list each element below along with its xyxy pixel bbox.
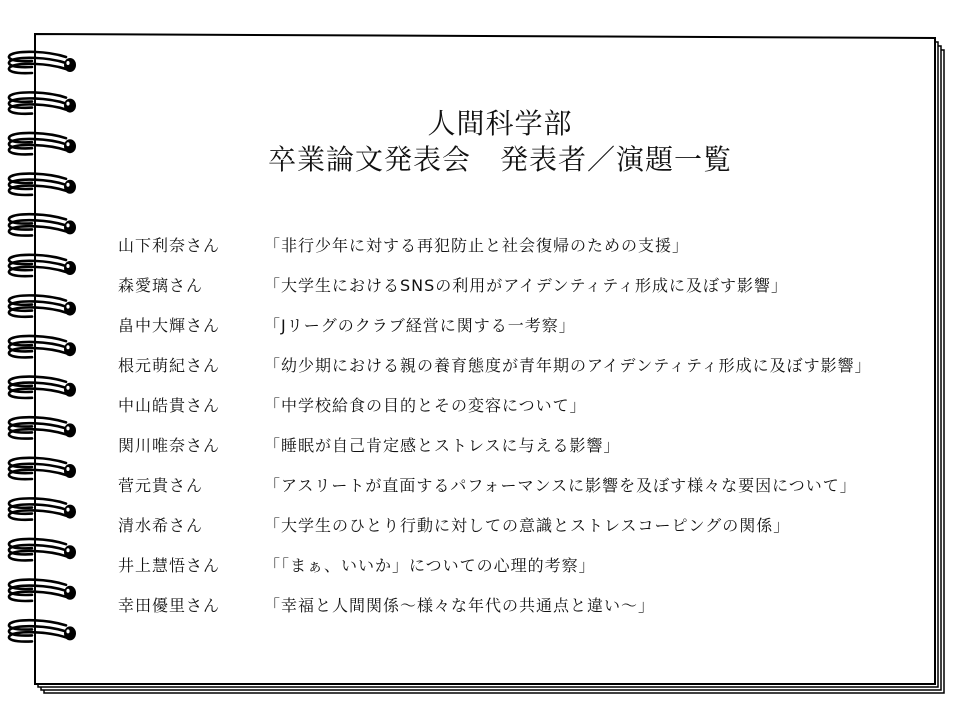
presenter-name: 畠中大輝さん xyxy=(118,315,221,335)
presenter-name: 幸田優里さん xyxy=(118,596,221,616)
title-event: 卒業論文発表会 発表者／演題一覧 xyxy=(267,143,732,176)
presenter-row xyxy=(118,264,908,304)
presenter-name: 清水希さん xyxy=(118,516,204,536)
presenter-row xyxy=(118,344,908,384)
presenter-list xyxy=(118,224,908,625)
presenter-name: 井上慧悟さん xyxy=(118,556,221,576)
title-faculty: 人間科学部 xyxy=(427,107,573,140)
presenter-row xyxy=(118,224,908,264)
presentation-title: 「「まぁ、いいか」についての心理的考察」 xyxy=(264,556,596,576)
presenter-name: 森愛璃さん xyxy=(118,275,204,295)
presentation-title: 「非行少年に対する再犯防止と社会復帰のための支援」 xyxy=(264,235,690,255)
presenter-row xyxy=(118,424,908,464)
presentation-title: 「睡眠が自己肯定感とストレスに与える影響」 xyxy=(264,436,621,456)
presentation-title: 「アスリートが直面するパフォーマンスに影響を及ぼす様々な要因について」 xyxy=(264,476,857,496)
presenter-name: 関川唯奈さん xyxy=(118,436,221,456)
presentation-title: 「大学生のひとり行動に対しての意識とストレスコーピングの関係」 xyxy=(264,516,791,536)
presenter-name: 根元萌紀さん xyxy=(118,355,221,375)
presenter-row xyxy=(118,304,908,344)
presentation-title: 「大学生におけるSNSの利用がアイデンティティ形成に及ぼす影響」 xyxy=(264,275,788,295)
presentation-title: 「Jリーグのクラブ経営に関する一考察」 xyxy=(264,315,576,335)
presenter-row xyxy=(118,505,908,545)
presenter-row xyxy=(118,585,908,625)
presenter-row xyxy=(118,465,908,505)
presenter-name: 菅元貴さん xyxy=(118,476,204,496)
presentation-title: 「幸福と人間関係～様々な年代の共通点と違い～」 xyxy=(264,596,656,616)
presenter-name: 山下利奈さん xyxy=(118,235,221,255)
presentation-title: 「幼少期における親の養育態度が青年期のアイデンティティ形成に及ぼす影響」 xyxy=(264,355,872,375)
presenter-row xyxy=(118,384,908,424)
presentation-title: 「中学校給食の目的とその変容について」 xyxy=(264,395,587,415)
presenter-row xyxy=(118,545,908,585)
document-title xyxy=(190,106,810,178)
presenter-name: 中山皓貴さん xyxy=(118,395,221,415)
